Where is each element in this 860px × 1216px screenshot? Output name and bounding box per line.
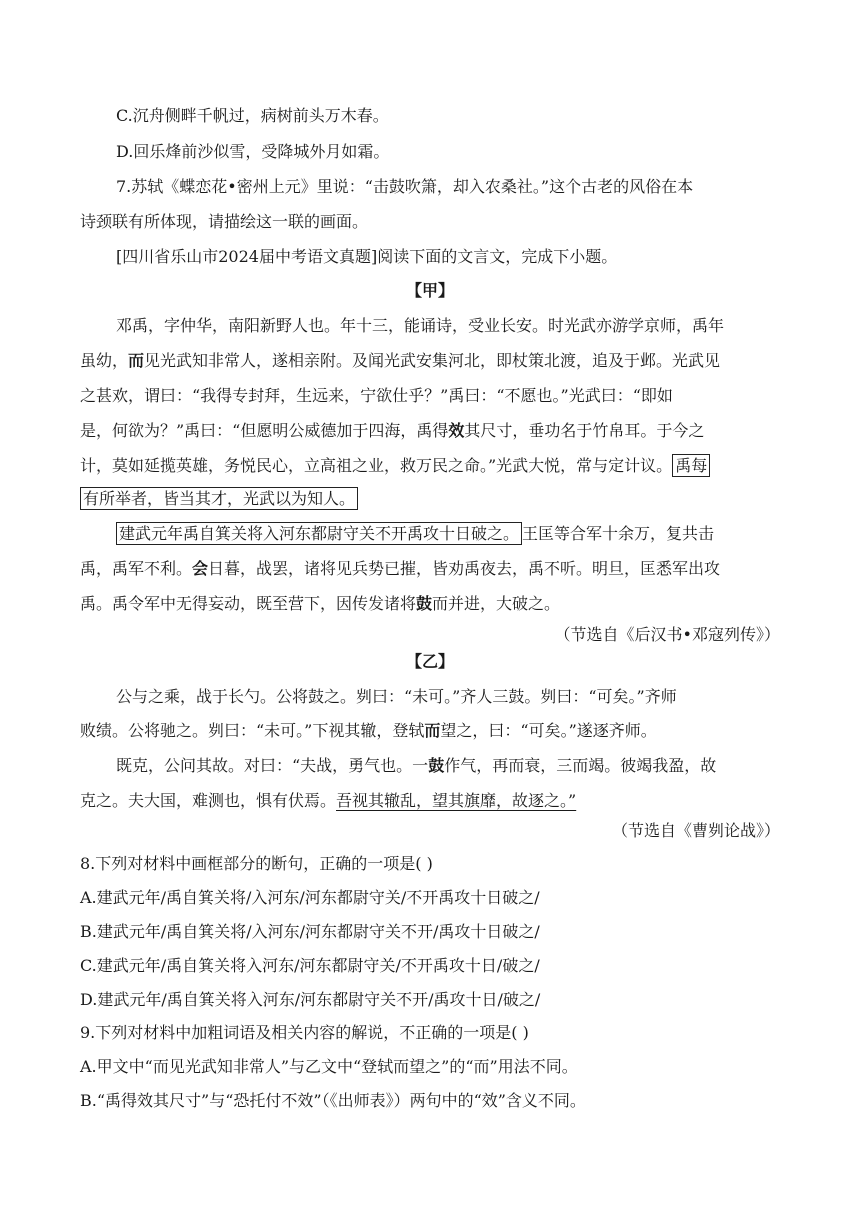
boxed-text: 建武元年禹自箕关将入河东都尉守关不开禹攻十日破之。 [116,522,522,545]
bold-word-er: 而 [424,721,441,740]
question-7-line1: 7.苏轼《蝶恋花•密州上元》里说：“击鼓吹箫，却入农桑社。”这个古老的风俗在本 [116,177,694,196]
option-c-prev: C.沉舟侧畔千帆过，病树前头万木春。 [116,106,389,125]
yi-p1-line1: 公与之乘，战于长勺。公将鼓之。刿曰：“未可。”齐人三鼓。刿曰：“可矣。”齐师 [116,687,677,706]
boxed-text: 有所举者，皆当其才，光武以为知人。 [80,487,358,510]
jia-p1-line5 [80,454,780,478]
bold-word-hui: 会 [192,559,209,578]
bold-word-gu: 鼓 [428,756,445,775]
yi-p2-line2 [80,789,780,813]
text-segment: 望之，曰：“可矣。”遂逐齐师。 [440,721,657,740]
question-9-option-a: A.甲文中“而见光武知非常人”与乙文中“登轼而望之”的“而”用法不同。 [80,1057,578,1076]
question-9-option-b: B.“禹得效其尺寸”与“恐托付不效”（《出师表》）两句中的“效”含义不同。 [80,1091,586,1110]
option-d-prev: D.回乐烽前沙似雪，受降城外月如霜。 [116,142,390,161]
jia-source: （节选自《后汉书•邓寇列传》） [554,625,780,644]
question-9-stem: 9.下列对材料中加粗词语及相关内容的解说，不正确的一项是( ) [80,1023,529,1042]
question-8-option-a: A.建武元年/禹自箕关将/入河东/河东都尉守关/不开禹攻十日破之/ [80,888,540,907]
text-segment: 既克，公问其故。对曰：“夫战，勇气也。一 [116,756,429,775]
question-8-option-b: B.建武元年/禹自箕关将/入河东/河东都尉守关不开/禹攻十日破之/ [80,922,540,941]
text-segment: 见光武知非常人，遂相亲附。及闻光武安集河北，即杖策北渡，追及于邺。光武见 [144,351,721,370]
bold-word-gu: 鼓 [416,594,433,613]
text-segment: 王匡等合军十余万，复共击 [522,524,715,543]
text-segment: 克之。夫大国，难测也，惧有伏焉。 [80,791,337,810]
text-segment: 作气，再而衰，三而竭。彼竭我盈，故 [444,756,717,775]
text-segment: 其尺寸，垂功名于竹帛耳。于今之 [464,421,705,440]
question-8-stem: 8.下列对材料中画框部分的断句，正确的一项是( ) [80,854,433,873]
yi-p1-line2 [80,719,780,743]
question-7-line2: 诗颈联有所体现，请描绘这一联的画面。 [80,212,369,231]
text-segment: 禹。禹令军中无得妄动，既至营下，因传发诸将 [80,594,417,613]
yi-source: （节选自《曹刿论战》） [611,821,780,840]
text-segment: 是，何欲为？”禹曰：“但愿明公威德加于四海，禹得 [80,421,449,440]
jia-p2-line3 [80,592,780,616]
question-8-option-c: C.建武元年/禹自箕关将入河东/河东都尉守关/不开禹攻十日/破之/ [80,956,540,975]
bold-word-er: 而 [128,351,145,370]
text-segment: 而并进，大破之。 [432,594,561,613]
jia-p1-line1: 邓禹，字仲华，南阳新野人也。年十三，能诵诗，受业长安。时光武亦游学京师，禹年 [116,316,725,335]
jia-p1-line4 [80,419,780,443]
yi-heading: 【乙】 [405,652,454,671]
jia-p2-line1 [116,522,780,546]
jia-heading: 【甲】 [405,281,454,300]
yi-p2-line1 [116,754,780,778]
jia-p1-line3: 之甚欢，谓曰：“我得专封拜，生远来，宁欲仕乎？”禹曰：“不愿也。”光武曰：“即如 [80,386,673,405]
text-segment: 禹，禹军不利。 [80,559,193,578]
text-segment: 计，莫如延揽英雄，务悦民心，立高祖之业，救万民之命。”光武大悦，常与定计议。 [80,456,673,475]
text-segment: 日暮，战罢，诸将见兵势已摧，皆劝禹夜去，禹不听。明旦，匡悉军出攻 [208,559,721,578]
jia-p1-line6 [80,487,780,511]
text-segment: 虽幼， [80,351,129,370]
bold-word-xiao: 效 [448,421,465,440]
jia-p2-line2 [80,557,780,581]
passage-intro: [四川省乐山市2024届中考语文真题]阅读下面的文言文，完成下小题。 [116,247,618,266]
text-segment: 败绩。公将驰之。刿曰：“未可。”下视其辙，登轼 [80,721,425,740]
underlined-sentence: 吾视其辙乱，望其旗靡，故逐之。” [336,791,577,810]
jia-p1-line2 [80,349,780,373]
boxed-text: 禹每 [672,454,710,477]
question-8-option-d: D.建武元年/禹自箕关将入河东/河东都尉守关不开/禹攻十日/破之/ [80,990,541,1009]
